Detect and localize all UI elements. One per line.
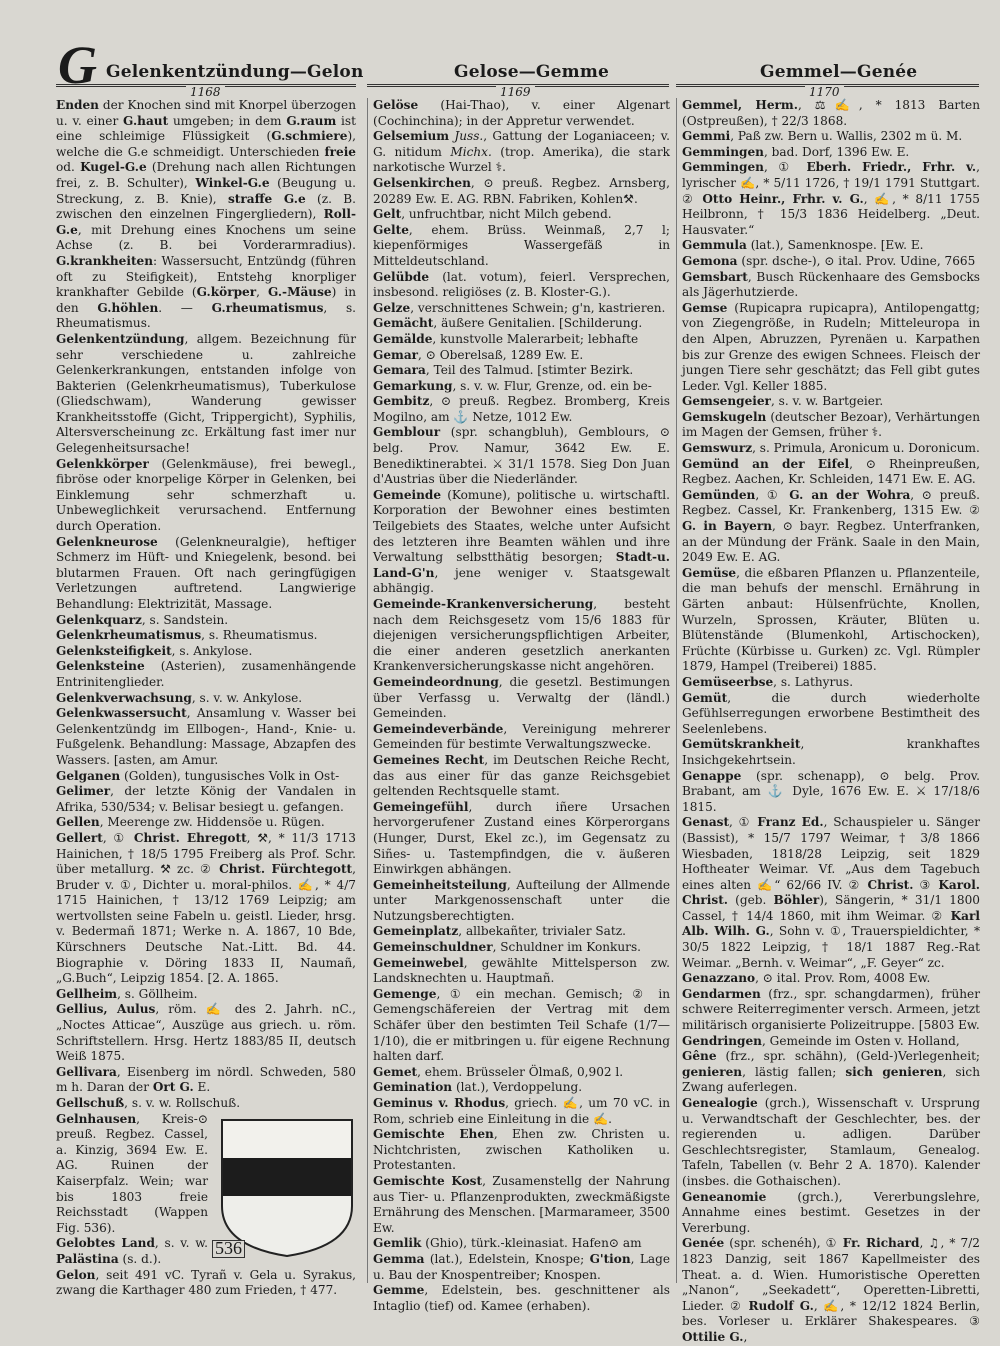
entry-text: Gemlik (Ghio), türk.-kleinasiat. Hafen⊙ am: [373, 1236, 642, 1251]
dictionary-entry: [373, 379, 670, 395]
dictionary-entry: [373, 924, 670, 940]
entry-text: Genappe (spr. schenapp), ⊙ belg. Prov. Brabant, am ⚓ Dyle, 1676 Ew. E. ⚔ 17/18/6 1815.: [682, 768, 980, 814]
dictionary-entry: [682, 129, 980, 145]
entry-text: Gemünden, ① G. an der Wohra, ⊙ preuß. Regbez. Cassel, Kr. Frankenberg, 1315 Ew. ② G. in Bayern, ⊙ bayr. Regbez. Unterfranken, an der Mündung der Fränk. Saale in den Main, 2049 Ew. E. AG.: [682, 487, 980, 565]
entry-text: Gembitz, ⊙ preuß. Regbez. Bromberg, Kreis Mogilno, am ⚓ Netze, 1012 Ew.: [373, 394, 670, 424]
entry-text: Gemmi, Paß zw. Bern u. Wallis, 2302 m ü. M.: [682, 129, 963, 144]
entry-text: Gemischte Ehen, Ehen zw. Christen u. Nichtchristen, zwischen Katholiken u. Protestanten.: [373, 1127, 670, 1173]
dictionary-entry: [373, 987, 670, 1065]
dictionary-entry: [682, 987, 980, 1034]
entry-text: Gemskugeln (deutscher Bezoar), Verhärtungen im Magen der Gemsen, früher ⚕.: [682, 409, 980, 440]
dictionary-entry: [682, 488, 980, 566]
dictionary-entry: [373, 316, 670, 332]
page-number-2: 1169: [496, 86, 535, 98]
dictionary-entry: [682, 675, 980, 691]
entry-text: Gemischte Kost, Zusamenstellg der Nahrung aus Tier- u. Pflanzenprodukten, zweckmäßigste Ernährung des Menschen. [Marmarameer, 3500 Ew.: [373, 1173, 671, 1235]
entry-text: Gemblour (spr. schangbluh), Gemblours, ⊙ belg. Prov. Namur, 3642 Ew. E. Benediktinerabtei. ⚔ 31/1 1578. Sieg Don Juan d'Austrias über die Niederländer.: [373, 425, 670, 487]
entry-text: Gelenkwassersucht, Ansamlung v. Wasser bei Gelenkentzündg im Ellbogen-, Hand-, Knie- u. Fußgelenk. Behandlung: Massage, Abzapfen des Wassers. [asten, am Amur.: [56, 706, 356, 767]
dictionary-entry: [682, 815, 980, 971]
dictionary-entry: [682, 270, 980, 301]
entry-text: Gellschuß, s. v. w. Rollschuß.: [56, 1096, 241, 1110]
dictionary-entry: [682, 1190, 980, 1237]
entry-text: Gelganen (Golden), tungusisches Volk in Ost-: [56, 768, 340, 783]
entry-text: Gelübde (lat. votum), feierl. Versprechen, insbesond. religiöses (z. B. Kloster-G.).: [373, 269, 670, 300]
dictionary-entry: [373, 488, 670, 597]
entry-text: Gelenkentzündung, allgem. Bezeichnung für sehr verschiedene u. zahlreiche Gelenkerkrankungen, entstanden infolge von Bakterien (Gelenkrheumatismus), Tuberkulose (Gliedschwam), Wanderung gewisser Krankheitsstoffe (Gicht, Trippergicht), Syphilis, Altersverscheinung zc. Erkältung fast imer nur Gelegenheitsursache!: [56, 331, 356, 456]
dictionary-entry: [373, 98, 670, 129]
entry-text: Gemüse, die eßbaren Pflanzen u. Pflanzenteile, die man behufs der menschl. Ernährung in Gärten anbaut: Hülsenfrüchte, Knollen, Wurzeln, Sprossen, Kräuter, Blüten u. Blütenstände (Blumenkohl, Artischocken), Früchte (Kürbisse u. Gurken) zc. Vgl. Rümpler 1879, Hampel (Treiberei) 1885.: [682, 565, 980, 674]
entry-text: Gemenge, ① ein mechan. Gemisch; ② in Gemengschäfereien der Vertrag mit dem Schäfer über den bestimten Teil Schafe (1/7—1/10), die er mitbringen u. für eigene Rechnung halten darf.: [373, 986, 670, 1064]
entry-text: Gemüt, die durch wiederholte Gefühlserregungen erworbene Bestimtheit des Seelenlebens.: [682, 690, 980, 736]
entry-text: Gemälde, kunstvolle Malerarbeit; lebhafte: [373, 331, 639, 346]
column-2: [367, 98, 671, 1313]
dictionary-entry: [373, 301, 670, 317]
dictionary-entry: [56, 784, 356, 815]
dictionary-entry: [373, 597, 670, 675]
entry-text: Gemmingen, ① Eberh. Friedr., Frhr. v., lyrischer ✍, * 5/11 1726, † 19/1 1791 Stuttgart. ② Otto Heinr., Frhr. v. G., ✍, * 8/11 1755 Heilbronn, † 15/3 1836 Heidelberg. „Deut. Hausvater.“: [682, 160, 981, 237]
entry-text: Gelte, ehem. Brüss. Weinmaß, 2,7 l; kiepenförmiges Wassergefäß in Mitteldeutschland.: [373, 222, 670, 268]
dictionary-entry: [56, 628, 356, 644]
dictionary-entry: [373, 223, 670, 270]
entry-text: Gemeindeverbände, Vereinigung mehrerer Gemeinden für bestimte Verwaltungszwecke.: [373, 721, 670, 752]
entry-text: Enden der Knochen sind mit Knorpel überzogen u. v. einer G.haut umgeben; in dem G.raum ist eine schleimige Flüssigkeit (G.schmiere), welche die G.e schmeidigt. Unterschieden freie od. Kugel-G.e (Drehung nach allen Richtungen frei, z. B. Schulter), Winkel-G.e (Beugung u. Streckung, z. B. Knie), straffe G.e (z. B. zwischen den einzelnen Fingergliedern), Roll-G.e, mit Drehung eines Knochens um seine Achse (z. B. bei Vorderarmradius). G.krankheiten: Wassersucht, Entzündg (führen oft zu Steifigkeit), Entstehg knorpliger krankhafter Gebilde (G.körper, G.-Mäuse) in den G.höhlen. — G.rheumatismus, s. Rheumatismus.: [56, 98, 356, 331]
dictionary-entry: [373, 348, 670, 364]
dictionary-entry: [373, 722, 670, 753]
entry-text: Gelenkneurose (Gelenkneuralgie), heftiger Schmerz im Hüft- und Kniegelenk, besond. bei blutarmen Frauen. Oft nach geringfügigen Verletzungen auftretend. Langwierige Behandlung: Elektrizität, Massage.: [56, 534, 356, 611]
dictionary-entry: [56, 769, 356, 785]
header-left: Gelenkentzündung—Gelon: [106, 62, 364, 82]
dictionary-entry: [682, 441, 980, 457]
entry-text: Gemswurz, s. Primula, Aronicum u. Doronicum.: [682, 441, 980, 456]
dictionary-entry: [373, 675, 670, 722]
coat-of-arms-figure: [214, 1114, 360, 1260]
entry-text: Gemination (lat.), Verdoppelung.: [373, 1080, 583, 1095]
entry-text: Gellert, ① Christ. Ehregott, ⚒, * 11/3 1713 Hainichen, † 18/5 1795 Freiberg als Prof. Schr. über metallurg. ⚒ zc. ② Christ. Fürchtegott, Bruder v. ①, Dichter u. moral-philos. ✍, * 4/7 1715 Hainichen, † 13/12 1769 Leipzig; am wertvollsten seine Fabeln u. geistl. Lieder, hrsg. v. Bedermañ 1871; Werke n. A. 1867, 10 Bde, Kürschners Deutsche Nat.-Litt. Bd. 44. Biographie v. Döring 1833 II, Naumañ, „G.Buch“, Leipzig 1854. [2. A. 1865.: [56, 830, 356, 986]
entry-text: Gemeinde (Komune), politische u. wirtschaftl. Korporation der Bewohner eines bestimten Teilgebiets des Staates, welche unter Aufsicht des letzteren ihre Beamten wählen und ihre Verwaltung selbstthätig besorgen; Stadt-u. Land-G'n, jene weniger v. Staatsgewalt abhängig.: [373, 487, 670, 596]
entry-text: Gemse (Rupicapra rupicapra), Antilopengattg; von Ziegengröße, in Rudeln; Mitteleuropa in den Alpen, Abruzzen, Pyrenäen u. Karpathen bis zur Grenze des ewigen Schnees. Fleisch der jungen Tiere sehr geschätzt; das Fell gibt gutes Leder. Vgl. Keller 1885.: [682, 300, 980, 393]
entry-text: Gemeinde-Krankenversicherung, besteht nach dem Reichsgesetz vom 15/6 1883 für diejenigen versicherungspflichtigen Arbeiter, die einer anderen gesetzlich anerkanten Krankenversicherungskasse nicht angehören.: [373, 597, 670, 674]
entry-text: Gelenkrheumatismus, s. Rheumatismus.: [56, 628, 318, 643]
entry-text: Gemar, ⊙ Oberelsaß, 1289 Ew. E.: [373, 347, 584, 362]
entry-text: Gelnhausen, Kreis-⊙ preuß. Regbez. Cassel, a. Kinzig, 3694 Ew. E. AG. Ruinen der Kaiserpfalz. Wein; war bis 1803 freie Reichsstadt (Wappen Fig. 536).: [56, 1111, 208, 1235]
dictionary-entry: [56, 1002, 356, 1064]
initial-letter: G: [58, 35, 97, 95]
entry-text: Gêne (frz., spr. schähn), (Geld-)Verlegenheit; genieren, lästig fallen; sich genieren, sich Zwang auferlegen.: [682, 1049, 980, 1095]
dictionary-entry: [56, 815, 356, 831]
entry-text: Gemeinschuldner, Schuldner im Konkurs.: [373, 940, 641, 955]
entry-text: Gelsemium Juss., Gattung der Loganiaceen; v. G. nitidum Michx. (trop. Amerika), die stark narkotische Wurzel ⚕.: [373, 129, 670, 175]
dictionary-entry: [373, 878, 670, 925]
entry-text: Gendringen, Gemeinde im Osten v. Holland,: [682, 1033, 960, 1048]
entry-text: Gellius, Aulus, röm. ✍ des 2. Jahrh. nC., „Noctes Atticae“, Auszüge aus griech. u. röm. Schriftstellern. Hrsg. Hertz 1883/85 II, deutsch Weiß 1875.: [56, 1002, 356, 1064]
entry-text: Gelenksteifigkeit, s. Ankylose.: [56, 643, 253, 658]
entry-text: Gemara, Teil des Talmud. [stimter Bezirk.: [373, 363, 634, 378]
dictionary-entry: [373, 129, 670, 176]
entry-text: Geminus v. Rhodus, griech. ✍, um 70 vC. in Rom, schrieb eine Einleitung in die ✍.: [373, 1096, 670, 1126]
entry-text: Genazzano, ⊙ ital. Prov. Rom, 4008 Ew.: [682, 971, 931, 986]
entry-text: Gemächt, äußere Genitalien. [Schilderung.: [373, 316, 643, 331]
entry-text: Gemeindeordnung, die gesetzl. Bestimungen über Verfassg u. Verwaltg der (ländl.) Gemeinden.: [373, 674, 670, 721]
entry-text: Gemütskrankheit, krankhaftes Insichgekehrtsein.: [682, 737, 980, 767]
dictionary-entry: [373, 753, 670, 800]
dictionary-entry: [682, 971, 980, 987]
dictionary-entry: [373, 176, 670, 207]
dictionary-entry: [682, 410, 980, 441]
dictionary-entry: [682, 160, 980, 238]
dictionary-entry: [373, 1127, 670, 1174]
entry-text: Gemmingen, bad. Dorf, 1396 Ew. E.: [682, 144, 910, 159]
entry-text: Genealogie (grch.), Wissenschaft v. Ursprung u. Verwandtschaft der Geschlechter, bes. der regierenden u. adligen. Darüber Geschlechtsregister, Stamlaum, Genealog. Tafeln, Tabellen (v. Behr 2 A. 1870). Kalender (insbes. die Gothaischen).: [682, 1096, 980, 1188]
page-number-3: 1170: [805, 86, 844, 98]
entry-text: Gelenkquarz, s. Sandstein.: [56, 612, 229, 627]
entry-text: Gellen, Meerenge zw. Hiddensöe u. Rügen.: [56, 815, 325, 830]
dictionary-entry: [373, 1080, 670, 1096]
entry-text: Geneanomie (grch.), Vererbungslehre, Annahme eines bestimt. Gesetzes in der Vererbung.: [682, 1189, 980, 1235]
dictionary-entry: [56, 457, 356, 535]
dictionary-entry: [373, 940, 670, 956]
dictionary-entry: [56, 691, 356, 707]
entry-text: Gelon, seit 491 vC. Tyrañ v. Gela u. Syrakus, zwang die Karthager 480 zum Frieden, † 477.: [56, 1267, 356, 1298]
dictionary-entry: [373, 270, 670, 301]
entry-text: Gemsengeier, s. v. w. Bartgeier.: [682, 394, 884, 409]
dictionary-entry: [682, 457, 980, 488]
dictionary-entry: [682, 145, 980, 161]
entry-text: Gelt, unfruchtbar, nicht Milch gebend.: [373, 207, 612, 222]
entry-text: Gelimer, der letzte König der Vandalen in Afrika, 530/534; v. Belisar besiegt u. gefangen.: [56, 784, 356, 814]
dictionary-entry: [373, 1283, 670, 1314]
dictionary-entry: [373, 207, 670, 223]
entry-text: Gemme, Edelstein, bes. geschnittener als Intaglio (tief) od. Kamee (erhaben).: [373, 1283, 670, 1313]
dictionary-entry: [682, 98, 980, 129]
dictionary-entry: [56, 98, 356, 332]
dictionary-entry: [373, 425, 670, 487]
dictionary-entry: [56, 659, 356, 690]
header-right: Gemmel—Genée: [760, 62, 918, 82]
dictionary-entry: [373, 1096, 670, 1127]
dictionary-entry: [682, 566, 980, 675]
entry-text: Gemeinplatz, allbekañter, trivialer Satz.: [373, 924, 626, 939]
dictionary-entry: [682, 1236, 980, 1345]
dictionary-entry: [373, 956, 670, 987]
entry-text: Genée (spr. schenéh), ① Fr. Richard, ♫, * 7/2 1823 Danzig, seit 1867 Kapellmeister des Theat. a. d. Wien. Humoristische Operetten „Nanon“, „Seekadett“, Operetten-Libretti, Lieder. ② Rudolf G., ✍, * 12/12 1824 Berlin, bes. Vorleser u. Erklärer Shakespeares. ③ Ottilie G.,: [682, 1236, 981, 1344]
header-middle: Gelose—Gemme: [454, 62, 610, 82]
dictionary-entry: [682, 1034, 980, 1050]
entry-text: Gellheim, s. Göllheim.: [56, 986, 198, 1001]
entry-text: Gelenksteine (Asterien), zusamenhängende Entrinitenglieder.: [56, 659, 356, 689]
entry-text: Gemet, ehem. Brüsseler Ölmaß, 0,902 l.: [373, 1064, 624, 1079]
entry-text: Gelenkverwachsung, s. v. w. Ankylose.: [56, 690, 303, 705]
dictionary-entry: [682, 254, 980, 270]
figure-number: 536: [212, 1240, 245, 1258]
dictionary-entry: [682, 769, 980, 816]
dictionary-entry: [682, 238, 980, 254]
dictionary-entry: [56, 987, 356, 1003]
entry-text: Gemma (lat.), Edelstein, Knospe; G'tion, Lage u. Bau der Knospentreiber; Knospen.: [373, 1251, 670, 1282]
dictionary-entry: [373, 1174, 670, 1236]
entry-text: Gellivara, Eisenberg im nördl. Schweden, 580 m h. Daran der Ort G. E.: [56, 1064, 356, 1095]
dictionary-entry: [56, 535, 356, 613]
entry-text: Gelsenkirchen, ⊙ preuß. Regbez. Arnsberg, 20289 Ew. E. AG. RBN. Fabriken, Kohlen⚒.: [373, 175, 670, 206]
dictionary-entry: [682, 691, 980, 738]
dictionary-entry: [56, 332, 356, 457]
dictionary-entry: [56, 706, 356, 768]
dictionary-entry: [56, 1268, 356, 1299]
entry-text: Gelobtes Land, s. v. w. Palästina (s. d.).: [56, 1236, 208, 1266]
entry-text: Gemsbart, Busch Rückenhaare des Gemsbocks als Jägerhutzierde.: [682, 269, 980, 300]
dictionary-entry: [373, 332, 670, 348]
entry-text: Gemeines Recht, im Deutschen Reiche Recht, das aus einer für das ganze Reichsgebiet geltenden Rechtsquelle stamt.: [373, 752, 670, 799]
entry-text: Gemarkung, s. v. w. Flur, Grenze, od. ein be-: [373, 378, 652, 393]
dictionary-entry: [56, 1065, 356, 1096]
column-3: [676, 98, 981, 1344]
dictionary-entry: [682, 737, 980, 768]
entry-text: Gemeinwebel, gewählte Mittelsperson zw. Landsknechten u. Hauptmañ.: [373, 955, 670, 986]
dictionary-entry: [56, 1096, 356, 1112]
entry-text: Genast, ① Franz Ed., Schauspieler u. Sänger (Bassist), * 15/7 1797 Weimar, † 3/8 1866 Wiesbaden, 1818/28 Leipzig, seit 1829 Hoftheater Weimar. Vf. „Aus dem Tagebuch eines alten ✍“ 62/66 IV. ② Christ. ③ Karol. Christ. (geb. Böhler), Sängerin, * 31/1 1800 Cassel, † 14/4 1860, mit ihm Weimar. ② Karl Alb. Wilh. G., Sohn v. ①, Trauerspieldichter, * 30/5 1822 Leipzig, † 18/1 1887 Reg.-Rat Weimar. „Bernh. v. Weimar“, „F. Geyer“ zc.: [682, 815, 981, 970]
dictionary-entry: [373, 394, 670, 425]
dictionary-entry: [56, 831, 356, 987]
column-1: [56, 98, 356, 1298]
dictionary-entry: [56, 613, 356, 629]
entry-text: Gemünd an der Eifel, ⊙ Rheinpreußen, Regbez. Aachen, Kr. Schleiden, 1471 Ew. E. AG.: [682, 456, 980, 487]
dictionary-entry: [373, 1252, 670, 1283]
entry-text: Gemmula (lat.), Samenknospe. [Ew. E.: [682, 238, 924, 253]
entry-text: Gelenkkörper (Gelenkmäuse), frei bewegl., fibröse oder knorpelige Körper in Gelenken, bei Einklemung sehr schmerzhaft u. Unbeweglichkeit verursachend. Entfernung durch Operation.: [56, 456, 356, 534]
entry-text: Gemeingefühl, durch iñere Ursachen hervorgerufener Zustand eines Körperorgans (Hunger, Durst, Ekel zc.), im Gegensatz zu Siñes- u. Tastempfindgen, die v. äußeren Einwirkgen abhängen.: [373, 799, 670, 877]
entry-text: Gemüseerbse, s. Lathyrus.: [682, 674, 854, 689]
dictionary-entry: [56, 644, 356, 660]
entry-text: Gemona (spr. dsche-), ⊙ ital. Prov. Udine, 7665: [682, 253, 976, 268]
dictionary-entry: [682, 301, 980, 395]
entry-text: Gelze, verschnittenes Schwein; g'n, kastrieren.: [373, 300, 666, 315]
entry-text: Gelöse (Hai-Thao), v. einer Algenart (Cochinchina); in der Appretur verwendet.: [373, 98, 670, 128]
entry-text: Gemeinheitsteilung, Aufteilung der Allmende unter Markgenossenschaft unter die Nutzungsberechtigten.: [373, 877, 670, 923]
dictionary-entry: [682, 1049, 980, 1096]
entry-text: Gendarmen (frz., spr. schangdarmen), früher schwere Reiterregimenter versch. Armeen, jetzt militärisch organisierte Polizeitruppe. [5803 Ew.: [682, 986, 980, 1033]
dictionary-entry: [682, 1096, 980, 1190]
dictionary-entry: [373, 1065, 670, 1081]
dictionary-entry: [373, 800, 670, 878]
entry-text: Gemmel, Herm., ⚖✍, * 1813 Barten (Ostpreußen), † 22/3 1868.: [682, 98, 981, 128]
dictionary-entry: [682, 394, 980, 410]
dictionary-entry: [373, 1236, 670, 1252]
page-number-1: 1168: [186, 86, 225, 98]
dictionary-entry: [373, 363, 670, 379]
